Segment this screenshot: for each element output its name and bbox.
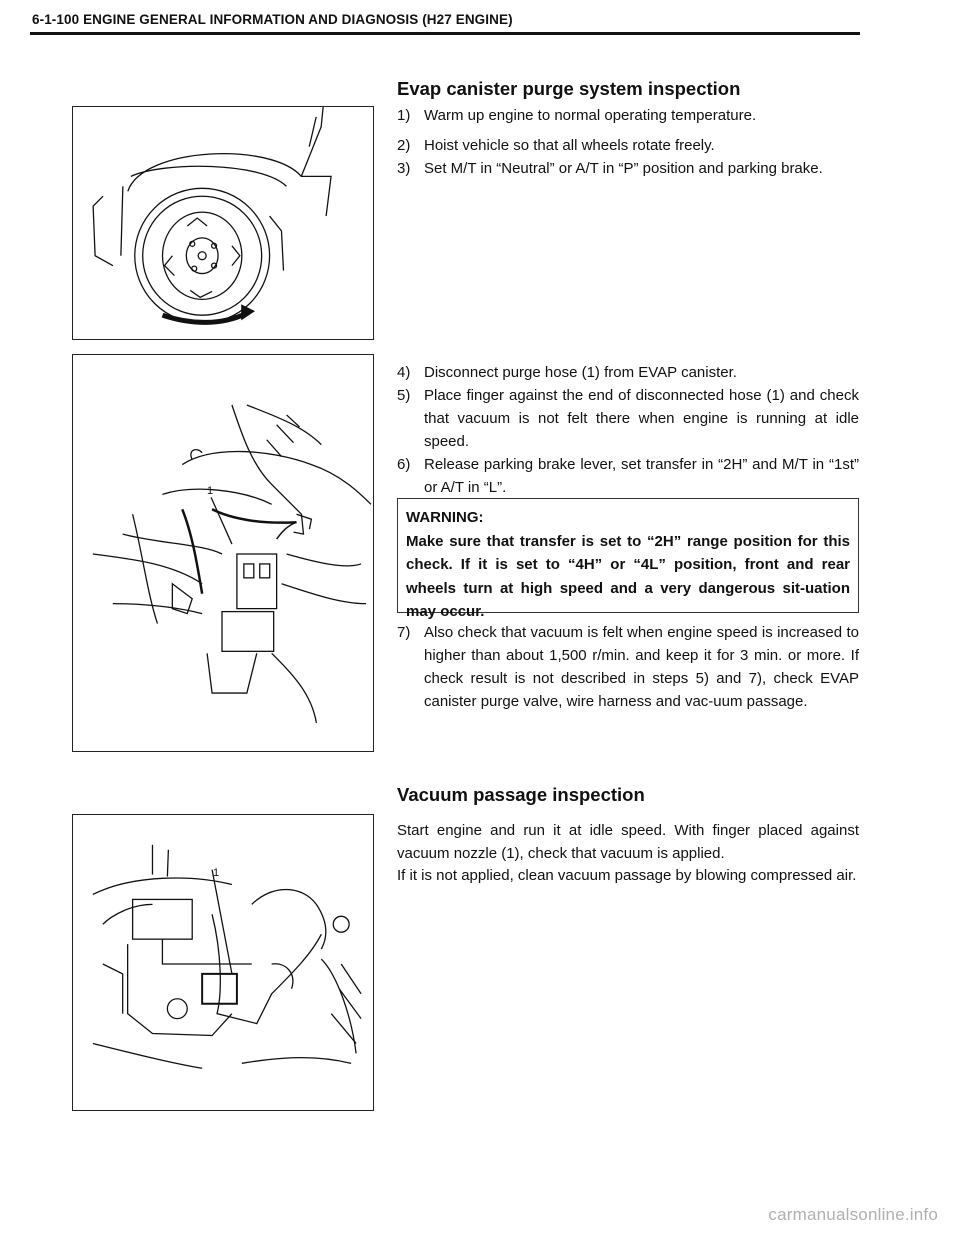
section-heading-vacuum: Vacuum passage inspection	[397, 784, 645, 805]
section-heading-evap: Evap canister purge system inspection	[397, 78, 741, 99]
step-1	[397, 104, 859, 127]
warning-box	[397, 498, 859, 620]
step-number: 6)	[397, 456, 411, 473]
paragraph-remedy: If it is not applied, clean vacuum passage by blowing compressed air.	[397, 867, 857, 884]
figure-vacuum-nozzle	[72, 814, 374, 1111]
step-text: Disconnect purge hose (1) from EVAP canister.	[424, 364, 737, 381]
warning-title: WARNING:	[406, 509, 484, 526]
step-number: 2)	[397, 137, 411, 154]
step-3	[397, 157, 859, 180]
callout-label-1: 1	[207, 485, 214, 497]
warning-text: Make sure that transfer is set to “2H” range position for this check. If it is set to “4H” or “4L” position, front and rear wheels turn at high speed and a very dangerous sit-uation may occur.	[406, 532, 850, 620]
step-text: Release parking brake lever, set transfer in “2H” and M/T in “1st” or A/T in “L”.	[424, 456, 859, 496]
callout-label-1: 1	[213, 867, 220, 879]
figure-wheel-rotation	[72, 106, 374, 340]
paragraph-procedure: Start engine and run it at idle speed. With finger placed against vacuum nozzle (1), check that vacuum is applied.	[397, 822, 859, 862]
purge-hose-illustration	[73, 355, 373, 751]
step-text: Hoist vehicle so that all wheels rotate freely.	[424, 137, 715, 154]
step-text: Warm up engine to normal operating temperature.	[424, 107, 757, 124]
step-4	[397, 361, 859, 384]
step-number: 3)	[397, 160, 411, 177]
step-text: Also check that vacuum is felt when engine speed is increased to higher than about 1,500 r/min. and keep it for 3 min. or more. If check result is not described in steps 5) and 7), check EVAP canister purge valve, wire harness and vac-uum passage.	[424, 624, 859, 710]
step-number: 5)	[397, 387, 411, 404]
figure-purge-hose	[72, 354, 374, 752]
step-number: 4)	[397, 364, 411, 381]
step-text: Set M/T in “Neutral” or A/T in “P” position and parking brake.	[424, 160, 823, 177]
wheel-illustration	[73, 107, 373, 339]
step-number: 7)	[397, 624, 411, 641]
vacuum-nozzle-illustration	[73, 815, 373, 1110]
watermark: carmanualsonline.info	[768, 1205, 938, 1224]
step-7	[397, 621, 859, 713]
header-rule	[30, 32, 860, 35]
step-2	[397, 134, 859, 157]
step-6	[397, 453, 859, 499]
page-header: 6-1-100 ENGINE GENERAL INFORMATION AND DIAGNOSIS (H27 ENGINE)	[32, 12, 513, 27]
step-text: Place finger against the end of disconnected hose (1) and check that vacuum is not felt there when engine is running at idle speed.	[424, 387, 859, 450]
step-5	[397, 384, 859, 453]
step-number: 1)	[397, 107, 411, 124]
